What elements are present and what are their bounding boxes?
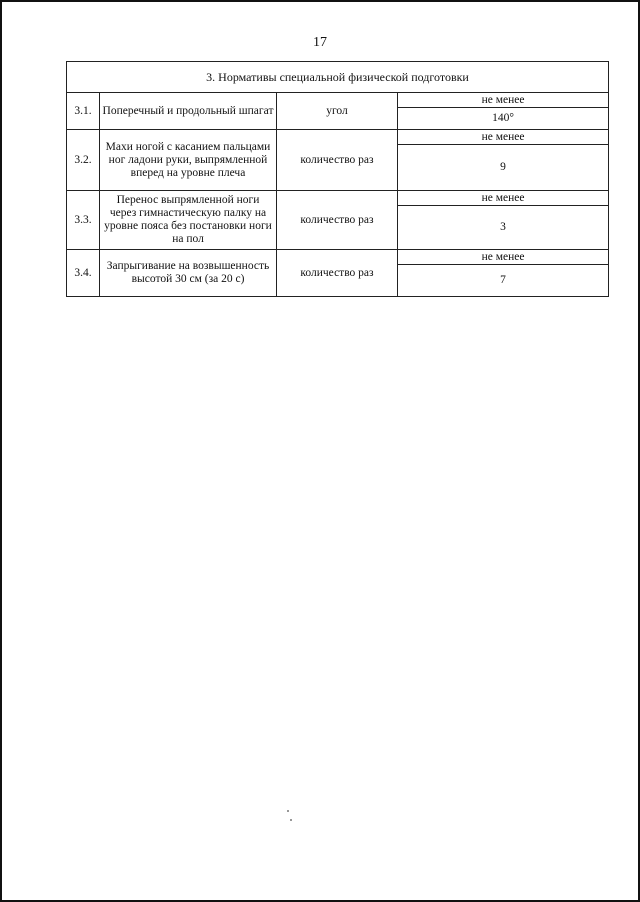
- table-row: [67, 93, 609, 108]
- condition-cell: не менее: [398, 250, 609, 265]
- exercise-name: Запрыгивание на возвышенность высотой 30 см (за 20 с): [100, 250, 277, 297]
- exercise-name: Махи ногой с касанием пальцами ног ладони руки, выпрямленной вперед на уровне плеча: [100, 130, 277, 191]
- table-row: [67, 250, 609, 265]
- scan-speck: [290, 819, 292, 821]
- section-title-row: [67, 62, 609, 93]
- section-title: 3. Нормативы специальной физической подготовки: [67, 62, 609, 93]
- value-cell: 3: [398, 206, 609, 250]
- condition-cell: не менее: [398, 93, 609, 108]
- value-cell: 7: [398, 265, 609, 297]
- condition-cell: не менее: [398, 130, 609, 145]
- row-number: 3.1.: [67, 93, 100, 130]
- row-number: 3.2.: [67, 130, 100, 191]
- unit-cell: количество раз: [277, 130, 398, 191]
- unit-cell: количество раз: [277, 191, 398, 250]
- value-cell: 9: [398, 145, 609, 191]
- value-cell: 140°: [398, 108, 609, 130]
- table-row: [67, 130, 609, 145]
- norms-table: [66, 61, 609, 297]
- scan-speck: [287, 810, 289, 812]
- unit-cell: угол: [277, 93, 398, 130]
- row-number: 3.4.: [67, 250, 100, 297]
- page-number: 17: [313, 35, 327, 50]
- exercise-name: Поперечный и продольный шпагат: [100, 93, 277, 130]
- exercise-name: Перенос выпрямленной ноги через гимнастическую палку на уровне пояса без постановки ноги на пол: [100, 191, 277, 250]
- unit-cell: количество раз: [277, 250, 398, 297]
- table-row: [67, 191, 609, 206]
- row-number: 3.3.: [67, 191, 100, 250]
- condition-cell: не менее: [398, 191, 609, 206]
